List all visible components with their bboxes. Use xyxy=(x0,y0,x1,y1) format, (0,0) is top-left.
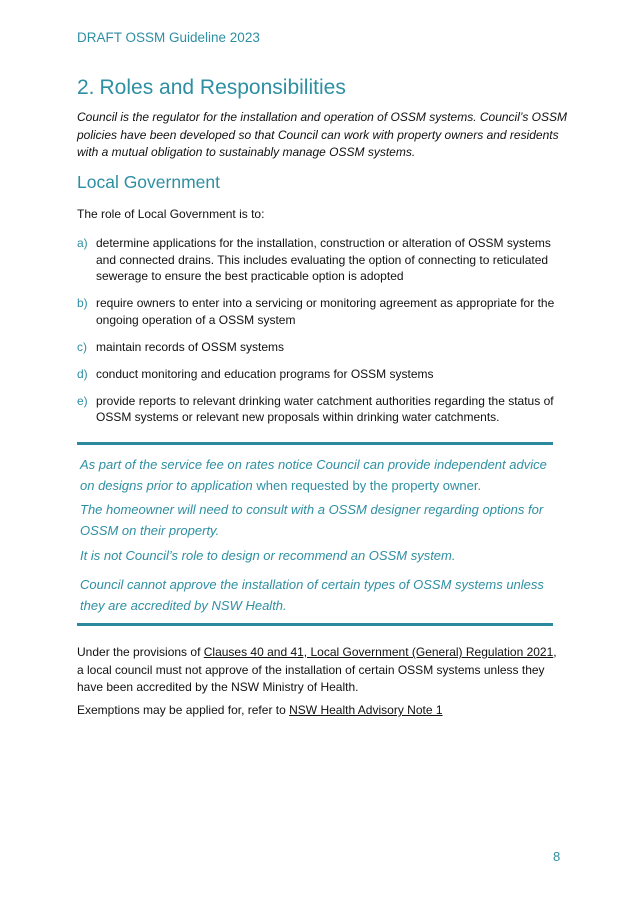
paragraph-text: Under the provisions of xyxy=(77,645,204,659)
list-marker: c) xyxy=(77,339,87,354)
list-marker: d) xyxy=(77,366,88,381)
callout-paragraph: Council cannot approve the installation of certain types of OSSM systems unless they are accredited by NSW Health. xyxy=(80,577,544,613)
list-lead-text: The role of Local Government is to: xyxy=(77,207,265,221)
list-item xyxy=(77,295,557,328)
list-item xyxy=(77,235,557,285)
callout-box xyxy=(77,442,553,626)
roles-list xyxy=(77,235,557,436)
paragraph-text: , a local council must not approve of the installation of certain OSSM systems unless they have been accredited by the NSW Ministry of Health. xyxy=(77,645,557,694)
section-intro: Council is the regulator for the installation and operation of OSSM systems. Council’s OSSM policies have been developed so that Council can work with property owners and residents with a mutual obligation to sustainably manage OSSM systems. xyxy=(77,110,568,159)
list-marker: b) xyxy=(77,296,88,310)
section-heading xyxy=(77,76,346,100)
callout-paragraph: The homeowner will need to consult with a OSSM designer regarding options for OSSM on their property. xyxy=(80,502,544,538)
regulation-link[interactable]: Clauses 40 and 41, Local Government (General) Regulation 2021 xyxy=(203,645,554,659)
list-item xyxy=(77,339,557,356)
list-marker: a) xyxy=(77,236,88,250)
advisory-note-link[interactable]: NSW Health Advisory Note 1 xyxy=(289,703,443,717)
list-marker: e) xyxy=(77,393,88,408)
callout-plain-text: when requested by the property owner. xyxy=(252,477,482,493)
list-item-text: maintain records of OSSM systems xyxy=(96,339,285,354)
list-item-text: require owners to enter into a servicing or monitoring agreement as appropriate for the ongoing operation of a OSSM system xyxy=(96,296,555,327)
callout-paragraph: It is not Council’s role to design or recommend an OSSM system. xyxy=(80,548,456,563)
callout-paragraph xyxy=(80,455,550,496)
section-title: Roles and Responsibilities xyxy=(99,76,346,99)
regulation-paragraph xyxy=(77,644,561,697)
paragraph-text: Exemptions may be applied for, refer to xyxy=(77,703,290,717)
list-item xyxy=(77,366,557,383)
running-header: DRAFT OSSM Guideline 2023 xyxy=(77,30,260,45)
list-item-text: provide reports to relevant drinking water catchment authorities regarding the status of OSSM systems or relevant new proposals within drinking water catchments. xyxy=(96,393,554,424)
section-number: 2. xyxy=(77,76,95,99)
list-item-text: conduct monitoring and education programs for OSSM systems xyxy=(96,366,434,381)
list-item xyxy=(77,393,557,426)
exemptions-paragraph xyxy=(77,702,561,720)
callout-italic-text: As part of the service fee on rates notice Council can provide independent advice on designs prior to application xyxy=(80,457,547,493)
subsection-heading: Local Government xyxy=(77,172,220,192)
list-item-text: determine applications for the installation, construction or alteration of OSSM systems and connected drains. This includes evaluating the option of connecting to reticulated sewerage to ensure the best practicable option is adopted xyxy=(96,236,551,283)
page-number: 8 xyxy=(553,849,561,864)
